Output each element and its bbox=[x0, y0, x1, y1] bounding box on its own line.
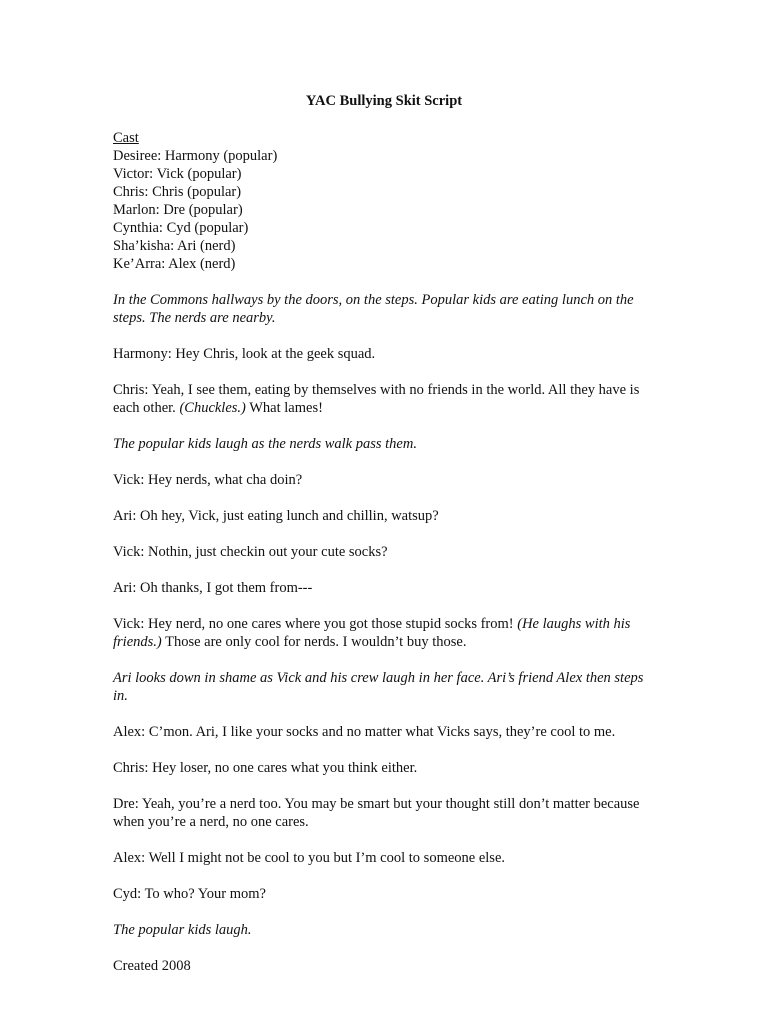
dialogue-line: Chris: Hey loser, no one cares what you think either. bbox=[113, 760, 418, 776]
stage-direction: In the Commons hallways by the doors, on the steps. Popular kids are eating lunch on the steps. The nerds are nearby. bbox=[113, 292, 634, 326]
inline-stage-direction: (Chuckles.) bbox=[179, 400, 246, 416]
created-date: Created 2008 bbox=[113, 958, 191, 974]
dialogue-line: Vick: Nothin, just checkin out your cute socks? bbox=[113, 544, 388, 560]
cast-item: Sha’kisha: Ari (nerd) bbox=[113, 238, 236, 254]
cast-item: Desiree: Harmony (popular) bbox=[113, 148, 278, 164]
dialogue-line bbox=[113, 381, 653, 417]
dialogue-line bbox=[113, 615, 653, 651]
cast-item: Ke’Arra: Alex (nerd) bbox=[113, 256, 236, 272]
stage-direction: The popular kids laugh. bbox=[113, 922, 252, 938]
cast-item: Marlon: Dre (popular) bbox=[113, 202, 243, 218]
stage-direction: Ari looks down in shame as Vick and his crew laugh in her face. Ari’s friend Alex then steps in. bbox=[113, 670, 644, 704]
cast-heading: Cast bbox=[113, 130, 139, 146]
cast-list bbox=[113, 147, 653, 273]
dialogue-text: Vick: Hey nerd, no one cares where you got those stupid socks from! bbox=[113, 616, 518, 632]
inline-stage-direction: (He laughs with his friends.) bbox=[113, 616, 631, 650]
dialogue-line: Ari: Oh hey, Vick, just eating lunch and chillin, watsup? bbox=[113, 508, 439, 524]
script-body bbox=[113, 129, 653, 975]
document-title: YAC Bullying Skit Script bbox=[305, 93, 463, 109]
dialogue-line: Harmony: Hey Chris, look at the geek squad. bbox=[113, 346, 376, 362]
dialogue-line: Vick: Hey nerds, what cha doin? bbox=[113, 472, 303, 488]
dialogue-text: What lames! bbox=[245, 400, 323, 416]
cast-item: Cynthia: Cyd (popular) bbox=[113, 220, 249, 236]
cast-item: Victor: Vick (popular) bbox=[113, 166, 242, 182]
dialogue-text: Chris: Yeah, I see them, eating by themselves with no friends in the world. All they have is each other. bbox=[113, 382, 640, 416]
dialogue-line: Alex: C’mon. Ari, I like your socks and no matter what Vicks says, they’re cool to me. bbox=[113, 724, 616, 740]
dialogue-line: Cyd: To who? Your mom? bbox=[113, 886, 266, 902]
stage-direction: The popular kids laugh as the nerds walk pass them. bbox=[113, 436, 417, 452]
dialogue-text: Those are only cool for nerds. I wouldn’t buy those. bbox=[161, 634, 467, 650]
cast-item: Chris: Chris (popular) bbox=[113, 184, 242, 200]
dialogue-line: Dre: Yeah, you’re a nerd too. You may be smart but your thought still don’t matter because when you’re a nerd, no one cares. bbox=[113, 796, 640, 830]
dialogue-line: Alex: Well I might not be cool to you but I’m cool to someone else. bbox=[113, 850, 506, 866]
dialogue-line: Ari: Oh thanks, I got them from--- bbox=[113, 580, 313, 596]
